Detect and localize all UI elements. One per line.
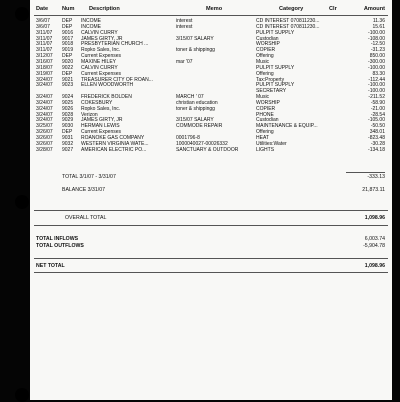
row-amount: -21.00: [370, 105, 385, 112]
row-amount: -12.50: [370, 41, 385, 48]
row-category: CD INTEREST 070811230...: [256, 18, 320, 24]
row-date: 3/11/07: [36, 29, 53, 36]
row-memo: toner & shippingg: [176, 105, 215, 112]
row-category: COPIER: [256, 105, 276, 112]
row-num: 9026: [62, 105, 74, 112]
row-category: PULPIT SUPPLY: [256, 29, 295, 36]
period-total-label: TOTAL 3/1/07 - 3/31/07: [62, 174, 116, 180]
overall-total-value: 1,098.96: [364, 215, 385, 221]
row-num: 9024: [62, 94, 74, 101]
row-num: DEP: [62, 70, 73, 77]
row-description: WESTERN VIRGINIA WATE...: [81, 140, 149, 147]
total-inflows-value: 6,003.74: [364, 236, 385, 242]
header-num: Num: [62, 6, 75, 12]
row-description: Current Expenses: [81, 70, 122, 77]
row-amount: -100.00: [368, 82, 385, 89]
row-amount: -28.54: [370, 111, 385, 118]
row-amount: -100.00: [368, 88, 385, 95]
row-description: JAMES GIRTY, JR: [81, 35, 123, 42]
row-date: 3/16/07: [36, 58, 53, 65]
net-total-value: 1,098.96: [364, 263, 385, 269]
row-num: 9022: [62, 64, 74, 71]
row-amount: 15.61: [372, 23, 385, 30]
row-description: CALVIN CURRY: [81, 64, 118, 71]
row-category: Music: [256, 94, 270, 101]
row-category: PULPIT SUPPLY: [256, 82, 295, 89]
row-description: Ropko Sales, Inc.: [81, 105, 121, 112]
row-memo: christian education: [176, 99, 218, 106]
header-category: Category: [279, 6, 304, 12]
row-description: INCOME: [81, 23, 101, 30]
row-description: INCOME: [81, 18, 101, 24]
row-memo: interest: [176, 18, 193, 24]
row-amount: 850.00: [369, 53, 385, 60]
row-description: TREASURER CITY OF ROAN...: [81, 76, 153, 83]
row-amount: -100.00: [368, 64, 385, 71]
row-memo: 1000040027-00026332: [176, 140, 228, 147]
row-num: 9028: [62, 111, 74, 118]
row-memo: SANCTUARY & OUTDOOR: [176, 146, 239, 153]
header-amount: Amount: [363, 6, 385, 12]
row-num: DEP: [62, 23, 73, 30]
row-category: Custodian: [256, 117, 279, 124]
row-amount: -134.18: [368, 146, 385, 153]
row-amount: -300.00: [368, 58, 385, 65]
row-description: FREDERICK BOLDEN: [81, 94, 132, 101]
row-num: 9021: [62, 76, 74, 83]
row-num: 9018: [62, 41, 74, 48]
row-num: 9029: [62, 117, 74, 124]
row-date: 3/11/07: [36, 41, 53, 48]
row-num: 9031: [62, 135, 74, 141]
row-memo: toner & shippingg: [176, 47, 215, 54]
row-date: 3/12/07: [36, 53, 53, 60]
row-date: 3/6/07: [36, 18, 50, 24]
row-amount: -100.00: [368, 29, 385, 36]
header-clr: Clr: [329, 6, 337, 12]
ledger-row: [30, 147, 392, 153]
row-date: 3/19/07: [36, 70, 53, 77]
row-category: SECRETARY: [256, 88, 287, 95]
row-memo: 3/15/07 SALARY: [176, 35, 214, 42]
row-memo: MARCH ' 07: [176, 94, 204, 101]
row-num: 9020: [62, 58, 74, 65]
row-date: 3/11/07: [36, 47, 53, 54]
row-amount: -823.48: [368, 135, 385, 141]
row-category: WORSHIP: [256, 41, 280, 48]
row-date: 3/11/07: [36, 35, 53, 42]
row-category: LIGHTS: [256, 146, 275, 153]
row-description: COKESBURY: [81, 99, 113, 106]
row-date: 3/24/07: [36, 76, 53, 83]
row-date: 3/25/07: [36, 123, 53, 130]
row-num: DEP: [62, 18, 73, 24]
row-date: 3/28/07: [36, 146, 53, 153]
row-description: ELLEN WOODWORTH: [81, 82, 134, 89]
row-category: PULPIT SUPPLY: [256, 64, 295, 71]
row-category: MAINTENANCE & EQUIP...: [256, 123, 318, 130]
row-date: 3/26/07: [36, 129, 53, 136]
row-category: Offering: [256, 70, 274, 77]
row-amount: -30.28: [370, 140, 385, 147]
row-amount: -31.23: [370, 47, 385, 54]
row-memo: interest: [176, 23, 193, 30]
row-date: 3/24/07: [36, 94, 53, 101]
row-description: CALVIN CURRY: [81, 29, 118, 36]
row-category: HEAT: [256, 135, 269, 141]
row-amount: -211.52: [368, 94, 385, 101]
row-description: HERMAN LEWIS: [81, 123, 120, 130]
row-category: COPIER: [256, 47, 276, 54]
row-description: Current Expenses: [81, 129, 122, 136]
total-outflows-value: -5,904.78: [363, 243, 385, 249]
row-category: Offering: [256, 129, 274, 136]
row-num: 9016: [62, 29, 74, 36]
row-description: Ropko Sales, Inc.: [81, 47, 121, 54]
row-category: Tax:Property: [256, 76, 285, 83]
row-date: 3/6/07: [36, 23, 50, 30]
row-num: 9017: [62, 35, 74, 42]
row-date: 3/26/07: [36, 140, 53, 147]
row-category: Offering: [256, 53, 274, 60]
row-date: 3/26/07: [36, 135, 53, 141]
balance-value: 21,873.11: [362, 187, 385, 193]
row-amount: -105.00: [368, 117, 385, 124]
row-description: PRESBYTERIAN CHURCH ...: [81, 41, 149, 48]
row-date: 3/24/07: [36, 105, 53, 112]
row-num: 9025: [62, 99, 74, 106]
row-num: 9023: [62, 82, 74, 89]
total-rule: [346, 172, 385, 173]
row-date: 3/24/07: [36, 117, 53, 124]
row-category: Music: [256, 58, 270, 65]
net-rule-bottom: [34, 272, 388, 273]
row-category: Custodian: [256, 35, 279, 42]
binder-hole-middle: [15, 195, 29, 209]
row-date: 3/24/07: [36, 82, 53, 89]
row-category: PHONE: [256, 111, 274, 118]
column-header-row: [30, 3, 392, 15]
total-outflows-label: TOTAL OUTFLOWS: [36, 243, 84, 249]
period-total-value: -333.13: [367, 174, 385, 180]
binder-hole-top: [15, 7, 29, 21]
row-num: DEP: [62, 129, 73, 136]
row-description: Verizon: [81, 111, 98, 118]
header-description: Description: [89, 6, 120, 12]
net-rule-top: [34, 258, 388, 259]
row-amount: -112.44: [368, 76, 385, 83]
overall-rule-top: [34, 210, 388, 211]
row-category: WORSHIP: [256, 99, 280, 106]
row-category: Utilities:Water: [256, 140, 287, 147]
overall-total-label: OVERALL TOTAL: [65, 215, 107, 221]
header-date: Date: [36, 6, 49, 12]
row-num: 9032: [62, 140, 74, 147]
row-description: JAMES GIRTY, JR: [81, 117, 123, 124]
row-amount: 348.01: [369, 129, 385, 136]
net-total-label: NET TOTAL: [36, 263, 65, 269]
row-num: 9030: [62, 123, 74, 130]
row-amount: 83.30: [372, 70, 385, 77]
row-amount: -50.50: [370, 123, 385, 130]
ledger-page: [30, 0, 392, 400]
row-memo: 0001796-8: [176, 135, 200, 141]
header-memo: Memo: [206, 6, 223, 12]
row-category: CD INTEREST 070811230...: [256, 23, 320, 30]
row-memo: 3/15/07 SALARY: [176, 117, 214, 124]
row-description: Current Expenses: [81, 53, 122, 60]
row-memo: COMMODE REPAIR: [176, 123, 223, 130]
row-description: ROANOKE GAS COMPANY: [81, 135, 145, 141]
row-num: 9019: [62, 47, 74, 54]
balance-label: BALANCE 3/31/07: [62, 187, 105, 193]
row-description: MAXINE HILEY: [81, 58, 117, 65]
row-amount: 11.36: [372, 18, 385, 24]
row-date: 3/24/07: [36, 111, 53, 118]
total-inflows-label: TOTAL INFLOWS: [36, 236, 79, 242]
row-date: 3/18/07: [36, 64, 53, 71]
row-description: AMERICAN ELECTRIC PO...: [81, 146, 147, 153]
row-amount: -108.00: [368, 35, 385, 42]
row-num: DEP: [62, 53, 73, 60]
overall-rule-bottom: [34, 225, 388, 226]
row-memo: mar '07: [176, 58, 193, 65]
header-underline: [34, 15, 388, 16]
row-date: 3/24/07: [36, 99, 53, 106]
row-amount: -58.90: [370, 99, 385, 106]
row-num: 9027: [62, 146, 74, 153]
